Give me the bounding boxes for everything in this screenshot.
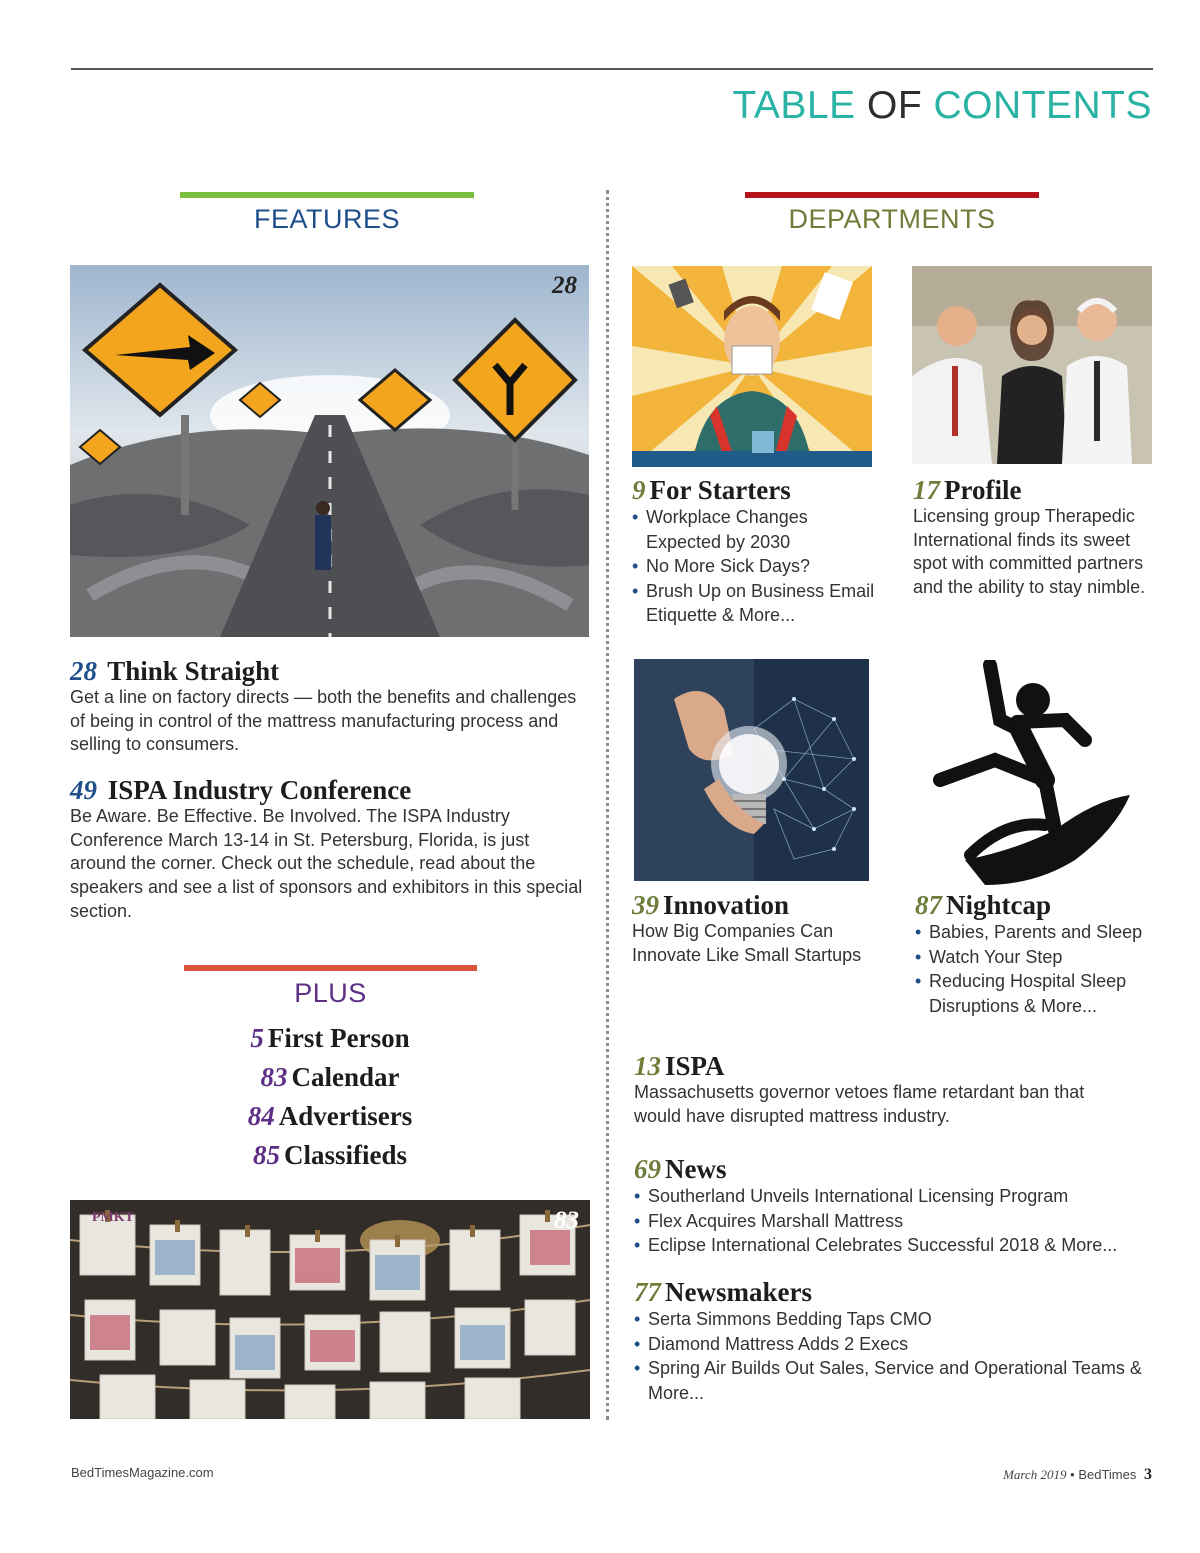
nightcap-list: [915, 920, 1155, 1018]
footer-magazine: BedTimes: [1078, 1467, 1137, 1482]
list-item[interactable]: • Watch Your Step: [915, 945, 1155, 970]
page-title: [732, 84, 1152, 128]
falling-person-hand-icon: [925, 660, 1140, 890]
list-item[interactable]: • Diamond Mattress Adds 2 Execs: [634, 1332, 1154, 1357]
dept-title-news[interactable]: [634, 1154, 727, 1184]
people-photo-icon: [912, 266, 1152, 464]
dept-num: 69: [634, 1154, 661, 1184]
departments-heading: DEPARTMENTS: [788, 204, 996, 234]
footer-date: March 2019: [1003, 1467, 1067, 1482]
plus-item-classifieds[interactable]: [70, 1136, 590, 1175]
pmkt-tag: PMKT: [92, 1210, 134, 1225]
footer-website[interactable]: BedTimesMagazine.com: [71, 1465, 214, 1480]
list-item[interactable]: • Reducing Hospital Sleep Disruptions & More...: [915, 969, 1155, 1018]
plus-num: 5: [250, 1023, 264, 1053]
dept-title-text: For Starters: [649, 475, 791, 505]
road-signs-icon: [70, 265, 589, 637]
dept-title-text: News: [665, 1154, 727, 1184]
dept-num: 9: [632, 475, 646, 505]
dept-title-newsmakers[interactable]: [634, 1277, 812, 1307]
title-part-3: CONTENTS: [933, 84, 1152, 127]
dept-title-text: ISPA: [665, 1051, 725, 1081]
column-divider: [606, 190, 609, 1420]
nightcap-image[interactable]: [925, 660, 1140, 890]
departments-bar: [745, 192, 1039, 198]
footer-separator: •: [1070, 1467, 1075, 1482]
features-image[interactable]: [70, 265, 589, 637]
profile-desc: Licensing group Therapedic International finds its sweet spot with committed partners and the ability to stay nimble.: [913, 506, 1146, 598]
list-item[interactable]: • Southerland Unveils International Licensing Program: [634, 1184, 1154, 1209]
plus-title: Advertisers: [278, 1101, 413, 1131]
dept-title-text: Nightcap: [946, 890, 1052, 920]
list-item[interactable]: • Babies, Parents and Sleep: [915, 920, 1155, 945]
footer-page-number: 3: [1144, 1466, 1152, 1483]
list-item[interactable]: • Eclipse International Celebrates Successful 2018 & More...: [634, 1233, 1154, 1258]
dept-title-text: Innovation: [663, 890, 790, 920]
plus-image[interactable]: [70, 1200, 590, 1419]
features-bar: [180, 192, 474, 198]
plus-title: Calendar: [291, 1062, 400, 1092]
feature-title-text: ISPA Industry Conference: [107, 775, 412, 805]
plus-list: [70, 1019, 590, 1175]
list-item[interactable]: • No More Sick Days?: [632, 554, 882, 579]
list-item[interactable]: • Flex Acquires Marshall Mattress: [634, 1209, 1154, 1234]
plus-title: First Person: [267, 1023, 410, 1053]
plus-item-first-person[interactable]: [70, 1019, 590, 1058]
list-item[interactable]: • Serta Simmons Bedding Taps CMO: [634, 1307, 1154, 1332]
plus-item-calendar[interactable]: [70, 1058, 590, 1097]
dept-num: 17: [913, 475, 940, 505]
footer-folio: [1003, 1466, 1152, 1484]
plus-title: Classifieds: [283, 1140, 408, 1170]
dept-num: 77: [634, 1277, 661, 1307]
news-list: [634, 1184, 1154, 1258]
newsmakers-list: [634, 1307, 1154, 1405]
dept-num: 39: [632, 890, 659, 920]
feature-title-text: Think Straight: [107, 656, 280, 686]
photo-clothesline-icon: [70, 1200, 590, 1419]
innovation-image[interactable]: [634, 659, 869, 881]
plus-heading: PLUS: [294, 978, 367, 1008]
innovation-desc: How Big Companies Can Innovate Like Small Startups: [632, 921, 862, 965]
for-starters-image[interactable]: [632, 266, 872, 467]
dept-title-ispa[interactable]: [634, 1051, 725, 1081]
features-image-page: 28: [552, 272, 577, 299]
plus-bar: [184, 965, 477, 971]
feature-desc-1: Get a line on factory directs — both the benefits and challenges of being in control of the mattress manufacturing process and selling to consumers.: [70, 687, 577, 755]
feature-title-1[interactable]: [70, 656, 279, 686]
list-item[interactable]: • Workplace Changes Expected by 2030: [632, 505, 882, 554]
feature-desc-2: Be Aware. Be Effective. Be Involved. The ISPA Industry Conference March 13-14 in St. Petersburg, Florida, is just around the corner. Check out the schedule, read about the speakers and see a list of sponsors and exhibitors in this special section.: [70, 806, 583, 921]
top-rule: [71, 68, 1153, 70]
profile-image[interactable]: [912, 266, 1152, 464]
dept-title-innovation[interactable]: [632, 890, 789, 920]
title-part-2: OF: [866, 84, 923, 127]
list-item[interactable]: • Brush Up on Business Email Etiquette & More...: [632, 579, 882, 628]
for-starters-list: [632, 505, 882, 628]
feature-num: 49: [70, 775, 97, 805]
dept-num: 87: [915, 890, 942, 920]
dept-title-text: Profile: [944, 475, 1022, 505]
dept-title-for-starters[interactable]: [632, 475, 791, 505]
title-part-1: TABLE: [732, 84, 856, 127]
sick-man-pop-art-icon: [632, 266, 872, 467]
dept-title-nightcap[interactable]: [915, 890, 1051, 920]
plus-num: 83: [260, 1062, 288, 1092]
feature-title-2[interactable]: [70, 775, 411, 805]
plus-item-advertisers[interactable]: [70, 1097, 590, 1136]
plus-num: 85: [252, 1140, 280, 1170]
feature-num: 28: [70, 656, 97, 686]
plus-num: 84: [247, 1101, 275, 1131]
lightbulb-network-icon: [634, 659, 869, 881]
dept-title-profile[interactable]: [913, 475, 1021, 505]
dept-num: 13: [634, 1051, 661, 1081]
dept-title-text: Newsmakers: [665, 1277, 812, 1307]
list-item[interactable]: • Spring Air Builds Out Sales, Service and Operational Teams & More...: [634, 1356, 1154, 1405]
ispa-desc: Massachusetts governor vetoes flame retardant ban that would have disrupted mattress industry.: [634, 1082, 1085, 1126]
features-heading: FEATURES: [253, 204, 400, 234]
plus-image-page: 83: [554, 1207, 579, 1234]
